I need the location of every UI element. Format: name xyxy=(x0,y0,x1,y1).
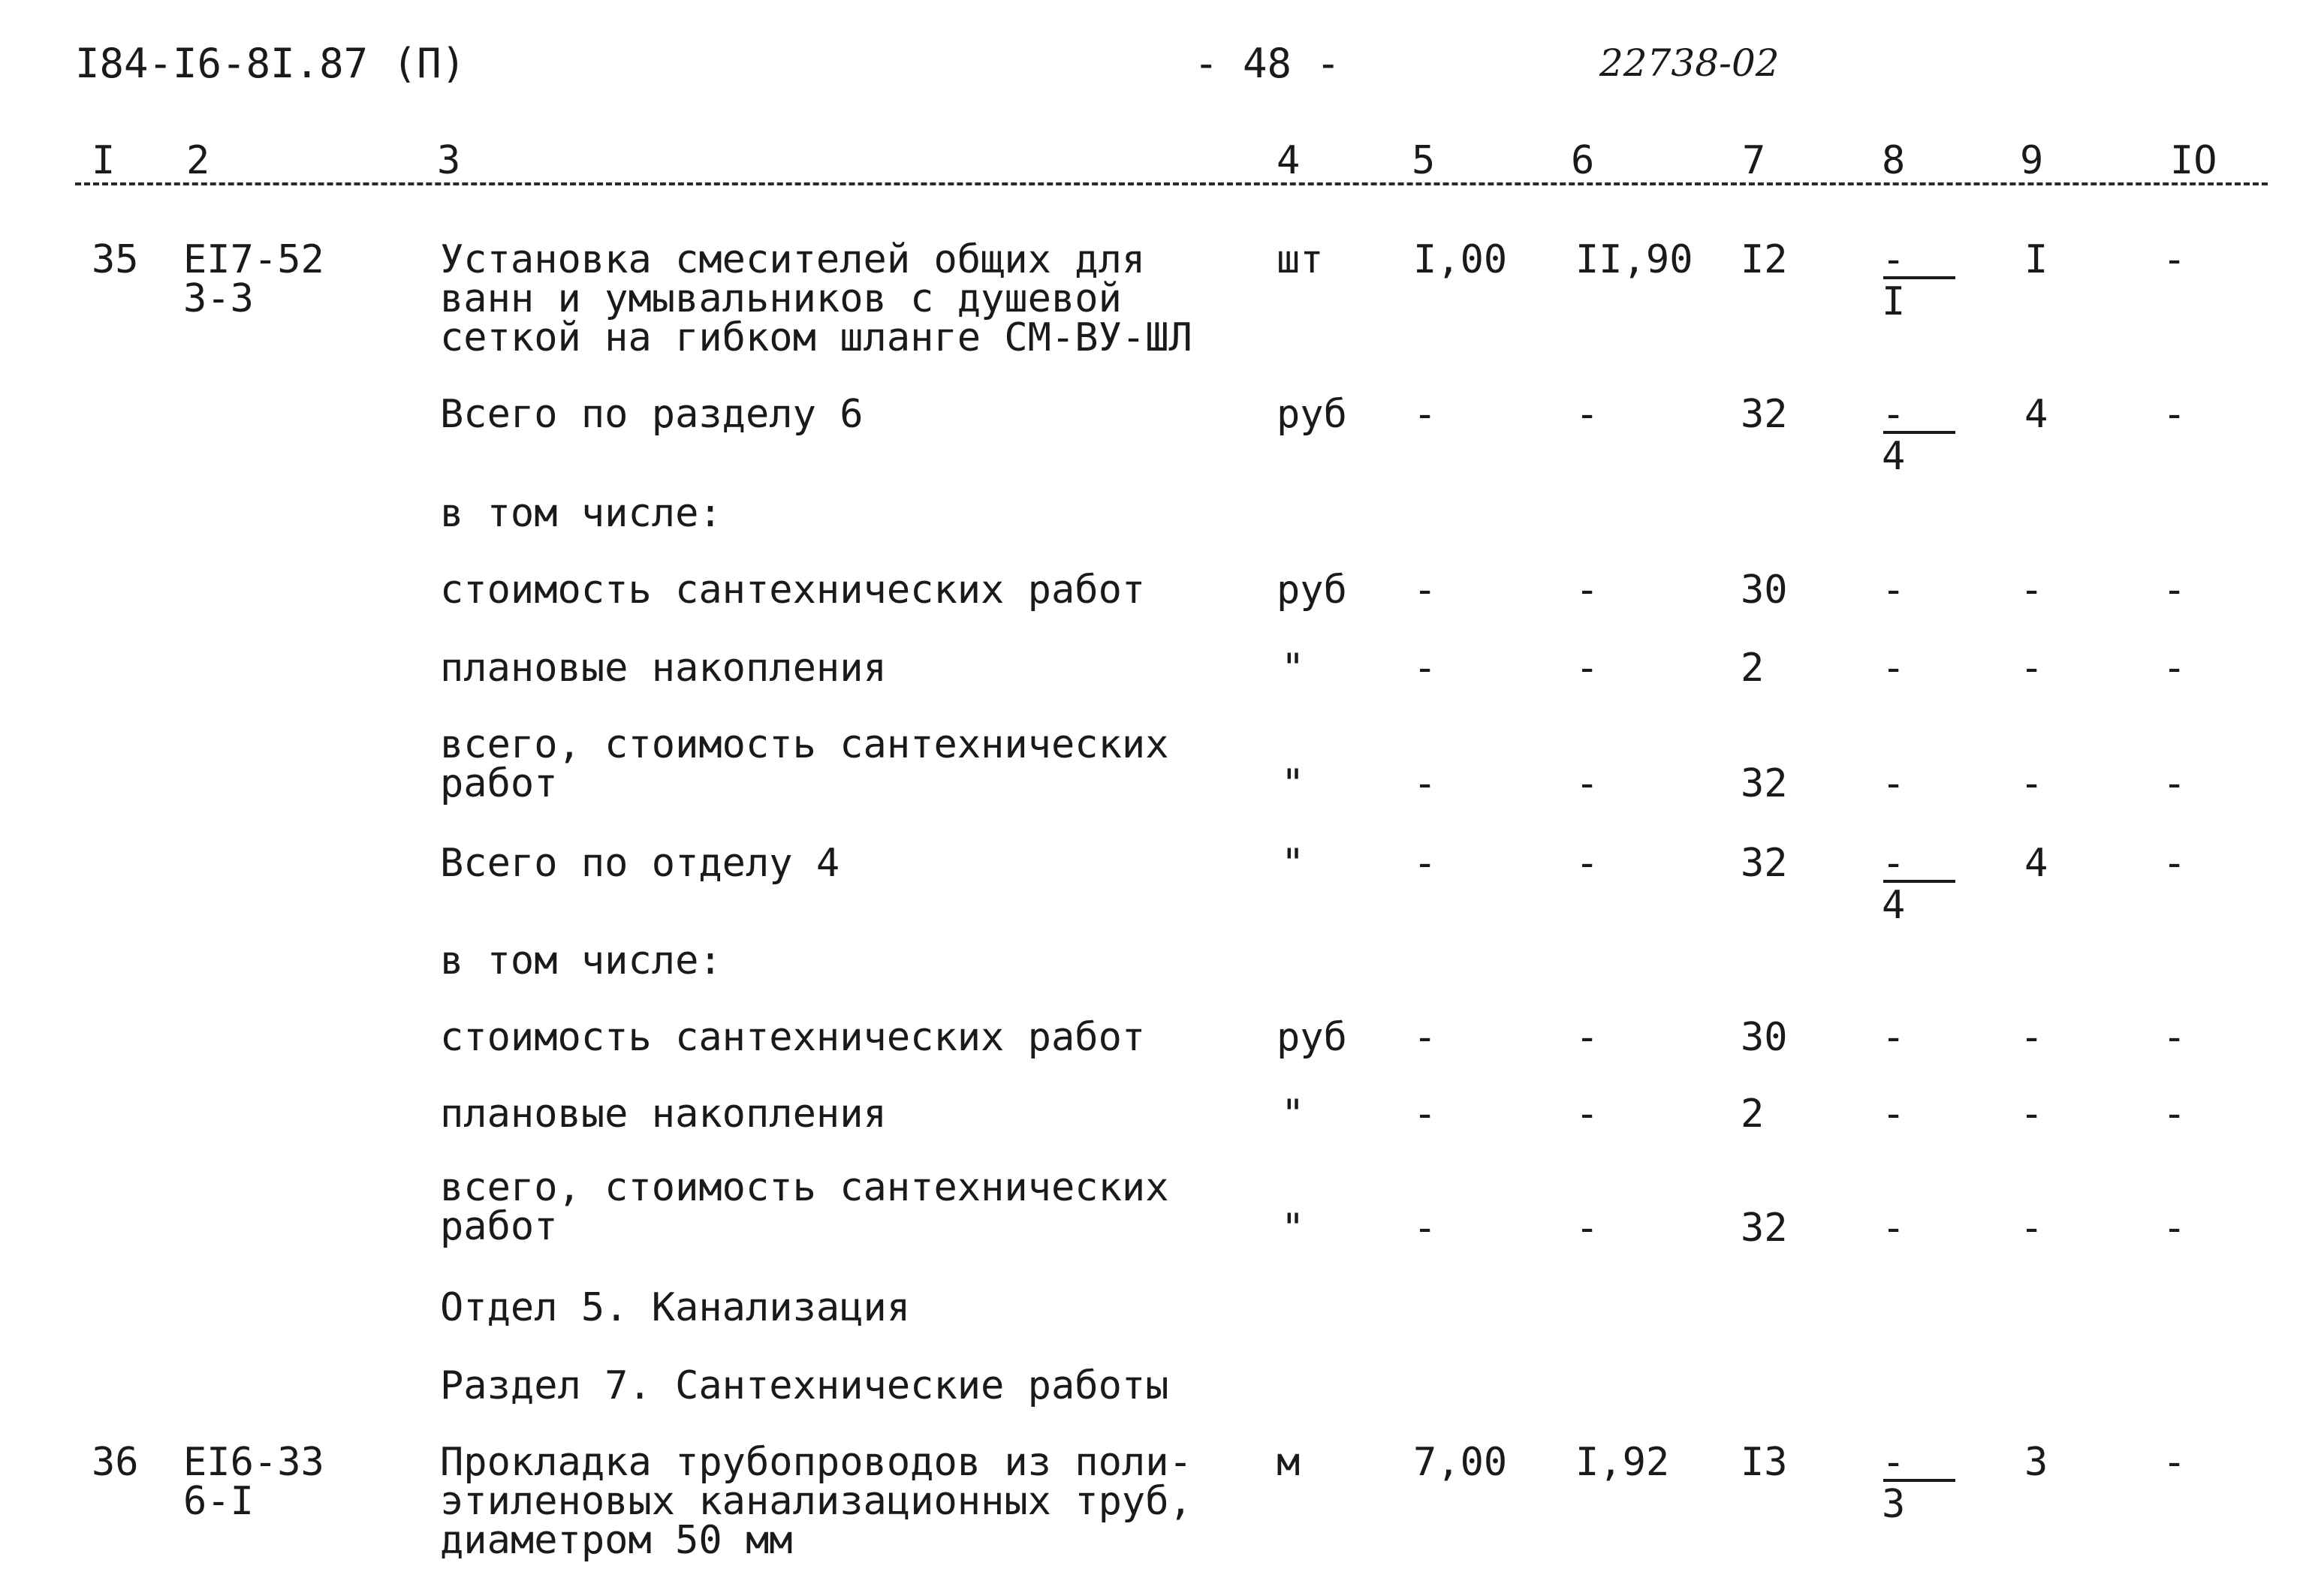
header-divider xyxy=(75,182,2268,185)
column-10-cell: - xyxy=(2163,1440,2187,1485)
column-10-cell: - xyxy=(2163,392,2187,437)
fraction-cell xyxy=(1882,392,1964,500)
unit-price-cell: - xyxy=(1575,646,1599,691)
column-10-cell: - xyxy=(2163,761,2187,806)
column-10-cell: - xyxy=(2163,1092,2187,1137)
description-line: всего, стоимость сантехнических xyxy=(440,1165,1169,1210)
fraction-denominator: 3 xyxy=(1882,1482,1906,1527)
price-code-line2: 6-I xyxy=(183,1479,254,1524)
column-9-cell: - xyxy=(2020,1092,2044,1137)
column-9-cell: 4 xyxy=(2024,392,2048,437)
unit-price-cell: - xyxy=(1575,1015,1599,1060)
column-9-cell: - xyxy=(2020,1015,2044,1060)
quantity-cell: - xyxy=(1413,1206,1437,1251)
quantity-cell: - xyxy=(1413,392,1437,437)
description-line: Установка смесителей общих для xyxy=(440,237,1146,282)
column-10-cell: - xyxy=(2163,646,2187,691)
column-header-7: 7 xyxy=(1742,138,1766,183)
column-header-10: IO xyxy=(2170,138,2217,183)
column-header-5: 5 xyxy=(1412,138,1436,183)
total-cell: 32 xyxy=(1741,392,1788,437)
unit-cell: " xyxy=(1281,1206,1305,1251)
row-description xyxy=(440,722,1169,806)
column-8-cell: - xyxy=(1882,1092,1906,1137)
fraction-denominator: 4 xyxy=(1882,434,1906,479)
quantity-cell: I,00 xyxy=(1413,237,1508,282)
description-line: работ xyxy=(440,761,558,806)
unit-cell: " xyxy=(1281,761,1305,806)
fraction-numerator: - xyxy=(1882,1440,1906,1485)
fraction-numerator: - xyxy=(1882,392,1906,437)
fraction-cell xyxy=(1882,1440,1964,1548)
fraction-denominator: 4 xyxy=(1882,883,1906,928)
price-code: EI7-52 xyxy=(183,237,324,282)
column-9-cell: 4 xyxy=(2024,841,2048,886)
column-header-8: 8 xyxy=(1882,138,1906,183)
fraction-cell xyxy=(1882,237,1964,345)
row-description: стоимость сантехнических работ xyxy=(440,568,1146,613)
fraction-denominator: I xyxy=(1882,279,1906,324)
column-header-2: 2 xyxy=(186,138,210,183)
unit-cell: шт xyxy=(1277,237,1324,282)
total-cell: 32 xyxy=(1741,761,1788,806)
unit-price-cell: - xyxy=(1575,392,1599,437)
column-10-cell: - xyxy=(2163,841,2187,886)
unit-cell: " xyxy=(1281,646,1305,691)
row-description: плановые накопления xyxy=(440,646,887,691)
column-9-cell: - xyxy=(2020,646,2044,691)
row-number: 36 xyxy=(92,1440,139,1485)
unit-cell: м xyxy=(1277,1440,1301,1485)
document-stamp: 22738-02 xyxy=(1599,41,1780,85)
unit-cell: руб xyxy=(1277,392,1347,437)
unit-price-cell: - xyxy=(1575,1206,1599,1251)
fraction-cell xyxy=(1882,841,1964,949)
quantity-cell: - xyxy=(1413,568,1437,613)
total-cell: 32 xyxy=(1741,841,1788,886)
column-header-9: 9 xyxy=(2020,138,2044,183)
total-cell: 2 xyxy=(1741,1092,1765,1137)
row-description: плановые накопления xyxy=(440,1092,887,1137)
unit-price-cell: - xyxy=(1575,841,1599,886)
total-cell: 2 xyxy=(1741,646,1765,691)
section-heading: Раздел 7. Сантехнические работы xyxy=(440,1363,1169,1408)
row-description xyxy=(440,1440,1192,1563)
column-8-cell: - xyxy=(1882,646,1906,691)
column-8-cell: - xyxy=(1882,568,1906,613)
document-code: I84-I6-8I.87 (П) xyxy=(75,40,466,87)
unit-price-cell: II,90 xyxy=(1575,237,1693,282)
total-cell: 30 xyxy=(1741,1015,1788,1060)
total-cell: I3 xyxy=(1741,1440,1788,1485)
column-header-6: 6 xyxy=(1571,138,1595,183)
quantity-cell: - xyxy=(1413,1015,1437,1060)
unit-price-cell: - xyxy=(1575,568,1599,613)
column-9-cell: 3 xyxy=(2024,1440,2048,1485)
total-cell: 30 xyxy=(1741,568,1788,613)
fraction-numerator: - xyxy=(1882,841,1906,886)
column-10-cell: - xyxy=(2163,568,2187,613)
column-8-cell: - xyxy=(1882,1015,1906,1060)
description-line: диаметром 50 мм xyxy=(440,1518,793,1563)
quantity-cell: - xyxy=(1413,841,1437,886)
description-line: ванн и умывальников с душевой xyxy=(440,276,1122,321)
description-line: работ xyxy=(440,1204,558,1249)
column-header-4: 4 xyxy=(1277,138,1301,183)
column-header-1: I xyxy=(92,138,116,183)
department-heading: Отдел 5. Канализация xyxy=(440,1285,911,1330)
row-description xyxy=(440,237,1192,360)
description-line: Прокладка трубопроводов из поли- xyxy=(440,1440,1192,1485)
row-description: стоимость сантехнических работ xyxy=(440,1015,1146,1060)
column-9-cell: - xyxy=(2020,761,2044,806)
row-description: в том числе: xyxy=(440,938,722,983)
row-description: Всего по разделу 6 xyxy=(440,392,864,437)
quantity-cell: 7,00 xyxy=(1413,1440,1508,1485)
description-line: всего, стоимость сантехнических xyxy=(440,722,1169,767)
column-header-3: 3 xyxy=(437,138,461,183)
column-9-cell: - xyxy=(2020,568,2044,613)
description-line: сеткой на гибком шланге СМ-ВУ-ШЛ xyxy=(440,315,1192,360)
column-10-cell: - xyxy=(2163,237,2187,282)
unit-cell: руб xyxy=(1277,568,1347,613)
column-8-cell: - xyxy=(1882,1206,1906,1251)
price-code-line2: 3-3 xyxy=(183,276,254,321)
price-code: EI6-33 xyxy=(183,1440,324,1485)
column-9-cell: - xyxy=(2020,1206,2044,1251)
row-description xyxy=(440,1165,1169,1249)
unit-cell: " xyxy=(1281,841,1305,886)
row-description: Всего по отделу 4 xyxy=(440,841,840,886)
description-line: этиленовых канализационных труб, xyxy=(440,1479,1192,1524)
unit-price-cell: - xyxy=(1575,1092,1599,1137)
quantity-cell: - xyxy=(1413,761,1437,806)
quantity-cell: - xyxy=(1413,646,1437,691)
total-cell: I2 xyxy=(1741,237,1788,282)
fraction-numerator: - xyxy=(1882,237,1906,282)
row-number: 35 xyxy=(92,237,139,282)
quantity-cell: - xyxy=(1413,1092,1437,1137)
column-8-cell: - xyxy=(1882,761,1906,806)
unit-price-cell: I,92 xyxy=(1575,1440,1670,1485)
unit-price-cell: - xyxy=(1575,761,1599,806)
column-9-cell: I xyxy=(2024,237,2048,282)
unit-cell: руб xyxy=(1277,1015,1347,1060)
total-cell: 32 xyxy=(1741,1206,1788,1251)
page-number: - 48 - xyxy=(1194,40,1341,87)
unit-cell: " xyxy=(1281,1092,1305,1137)
column-10-cell: - xyxy=(2163,1015,2187,1060)
row-description: в том числе: xyxy=(440,491,722,536)
column-10-cell: - xyxy=(2163,1206,2187,1251)
